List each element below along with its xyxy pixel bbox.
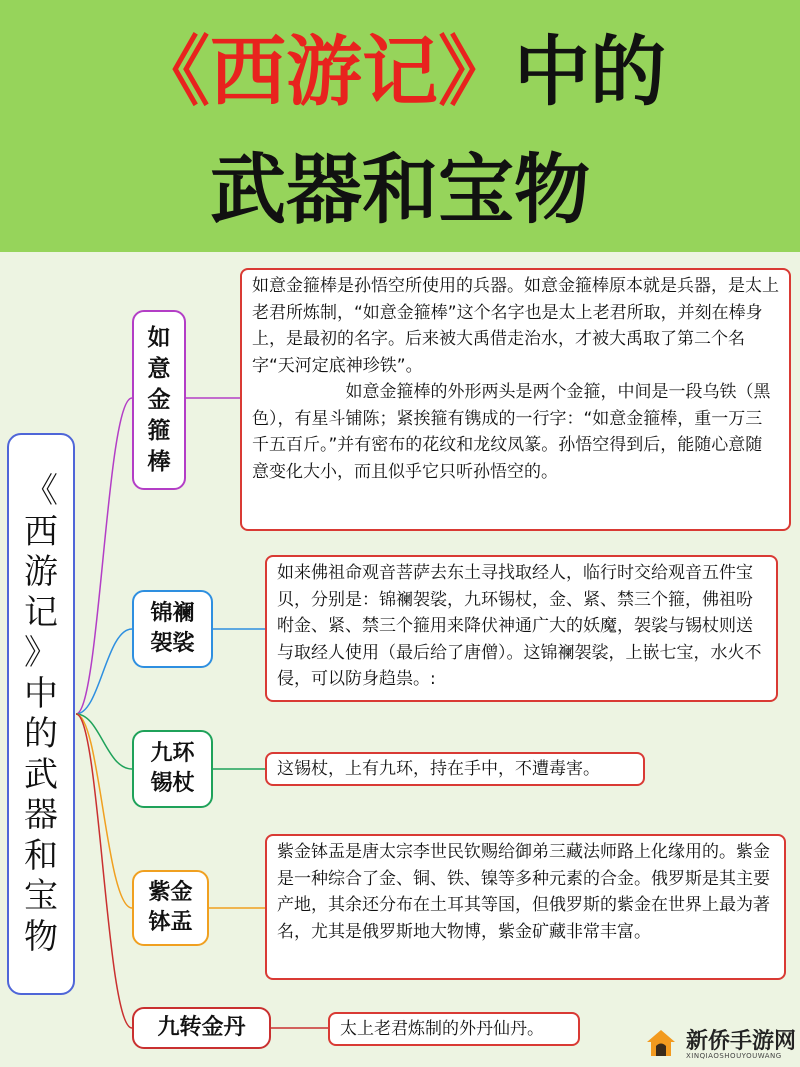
desc-box-jiuzhuan-jindan (328, 1012, 580, 1046)
branch-label-char: 棒 (147, 448, 171, 475)
branch-node-jiuhuan-xizhang (132, 730, 213, 808)
root-char: 中 (24, 673, 58, 714)
title-red-part: 《西游记》 (134, 27, 514, 116)
root-char: 记 (24, 592, 58, 633)
branch-label-char: 意 (147, 355, 171, 382)
branch-label-line: 紫金 (148, 880, 193, 905)
root-char: 游 (24, 552, 58, 592)
desc-paragraph: 太上老君炼制的外丹仙丹。 (340, 1019, 544, 1039)
watermark (640, 1022, 800, 1067)
branch-node-ruyi-jingu-bang (132, 310, 186, 490)
branch-node-jinlan-jiasha (132, 590, 213, 668)
connector-to-branch-5 (76, 714, 132, 1028)
watermark-name: 新侨手游网 (686, 1029, 797, 1054)
desc-box-ruyi-jingu-bang (240, 268, 791, 531)
root-char: 武 (24, 754, 58, 795)
root-char: 宝 (24, 876, 58, 916)
branch-label-char: 金 (147, 386, 171, 413)
root-char: 》 (24, 633, 58, 673)
desc-box-zijin-boyu (265, 834, 786, 980)
desc-paragraph: 如意金箍棒的外形两头是两个金箍，中间是一段乌铁（黑色），有星斗铺陈；紧挨箍有镌成的一行字：“如意金箍棒，重一万三千五百斤。”并有密布的花纹和龙纹凤篆。孙悟空得到后，能随心意随意变化大小，而且似乎它只听孙悟空的。 (252, 382, 771, 482)
branch-node-zijin-boyu (132, 870, 209, 946)
title-line-2: 武器和宝物 (210, 145, 590, 234)
desc-box-jinlan-jiasha (265, 555, 778, 702)
watermark-sub: XINQIAOSHOUYOUWANG (686, 1052, 782, 1060)
root-char: 的 (24, 714, 58, 754)
root-char: 物 (24, 916, 58, 957)
root-char: 器 (24, 795, 58, 835)
branch-label-line: 锡杖 (150, 771, 195, 796)
branch-label-char: 箍 (147, 417, 171, 444)
house-logo-icon (644, 1026, 678, 1060)
branch-label-line: 钵盂 (148, 910, 193, 935)
branch-label-line: 锦襕 (150, 601, 195, 626)
desc-paragraph: 如意金箍棒是孙悟空所使用的兵器。如意金箍棒原本就是兵器，是太上老君所炼制，“如意金箍棒”这个名字也是太上老君所取，并刻在棒身上，是最初的名字。后来被大禹借走治水，才被大禹取了第二个名字“天河定底神珍铁”。 (252, 276, 779, 376)
root-node (7, 433, 75, 995)
branch-label-line: 袈裟 (150, 631, 195, 656)
root-char: 《 (24, 471, 58, 511)
connector-to-branch-1 (76, 398, 132, 714)
desc-paragraph: 紫金钵盂是唐太宗李世民钦赐给御弟三藏法师路上化缘用的。紫金是一种综合了金、铜、铁、镍等多种元素的合金。俄罗斯是其主要产地，其余还分布在土耳其等国，但俄罗斯的紫金在世界上最为著名，尤其是俄罗斯地大物博，紫金矿藏非常丰富。 (277, 842, 770, 942)
root-char: 和 (24, 835, 58, 876)
branch-label-line: 九转金丹 (157, 1015, 246, 1040)
title-black-part: 中的 (514, 27, 666, 116)
desc-paragraph: 这锡杖，上有九环，持在手中，不遭毒害。 (277, 759, 600, 779)
root-char: 西 (24, 511, 58, 552)
desc-paragraph: 如来佛祖命观音菩萨去东土寻找取经人，临行时交给观音五件宝贝，分别是：锦襕袈裟，九环锡杖，金、紧、禁三个箍，佛祖吩咐金、紧、禁三个箍用来降伏神通广大的妖魔，袈裟与锡杖则送与取经人使用（最后给了唐僧）。这锦襕袈裟，上嵌七宝，水火不侵，可以防身趋祟。: (277, 563, 762, 689)
branch-node-jiuzhuan-jindan (132, 1007, 271, 1049)
branch-label-char: 如 (147, 324, 171, 351)
desc-box-jiuhuan-xizhang (265, 752, 645, 786)
branch-label-line: 九环 (150, 741, 195, 766)
